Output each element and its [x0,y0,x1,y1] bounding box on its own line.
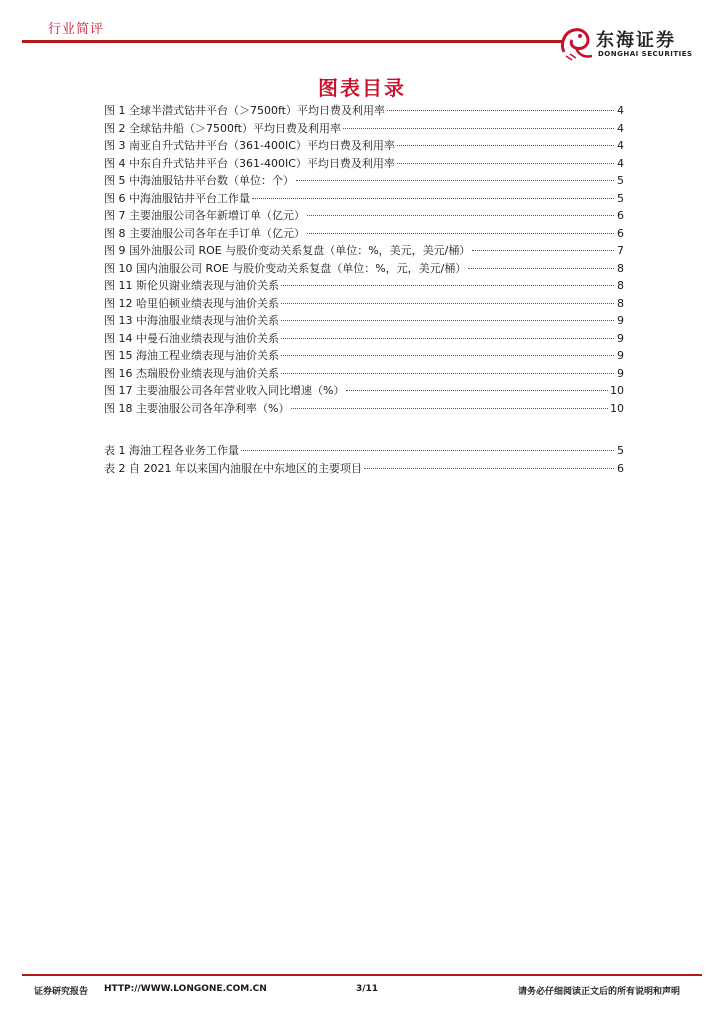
figure-toc-entry[interactable] [104,120,624,138]
figure-toc-entry[interactable] [104,172,624,190]
toc-entry-label: 图 1 全球半潜式钻井平台（＞7500ft）平均日费及利用率 [104,104,385,117]
dot-leader [343,128,614,129]
toc-entry-page: 6 [617,226,624,240]
dot-leader [281,285,614,286]
figure-toc-entry[interactable] [104,260,624,278]
dot-leader [291,408,608,409]
toc-entry-page: 5 [617,174,624,187]
dot-leader [281,338,614,339]
toc-entry-label: 图 18 主要油服公司各年净利率（%） [104,401,290,415]
footer-page-number: 3/11 [356,984,379,994]
figure-toc-entry[interactable] [104,155,624,173]
dot-leader [397,145,614,146]
toc-entry-label: 表 2 自 2021 年以来国内油服在中东地区的主要项目 [104,461,362,475]
toc-entry-label: 图 9 国外油服公司 ROE 与股价变动关系复盘（单位：%，美元，美元/桶） [104,244,471,257]
figure-toc-entry[interactable] [104,190,624,208]
figure-toc-entry[interactable] [104,312,624,330]
toc-entry-label: 图 5 中海油服钻井平台数（单位：个） [104,174,294,187]
figure-toc [104,102,624,417]
figure-toc-entry[interactable] [104,330,624,348]
footer-disclaimer: 请务必仔细阅读正文后的所有说明和声明 [518,987,681,997]
figure-toc-entry[interactable] [104,242,624,260]
dot-leader [346,390,608,391]
header-rule [22,40,562,43]
toc-entry-label: 图 4 中东自升式钻井平台（361-400IC）平均日费及利用率 [104,156,395,170]
figure-toc-entry[interactable] [104,295,624,313]
dot-leader [397,163,614,164]
dot-leader [281,355,614,356]
toc-entry-label: 图 13 中海油服业绩表现与油价关系 [104,314,279,327]
dot-leader [252,198,614,199]
toc-entry-page: 10 [610,384,624,397]
figure-toc-entry[interactable] [104,365,624,383]
table-toc [104,442,624,477]
toc-entry-label: 图 7 主要油服公司各年新增订单（亿元） [104,209,305,222]
toc-entry-page: 6 [617,209,624,222]
toc-entry-page: 9 [617,331,624,345]
figure-toc-entry[interactable] [104,347,624,365]
dragon-logo-icon [558,22,596,62]
dot-leader [364,468,614,469]
figure-toc-entry[interactable] [104,225,624,243]
dot-leader [468,268,614,269]
toc-entry-label: 图 10 国内油服公司 ROE 与股价变动关系复盘（单位：%，元，美元/桶） [104,261,467,275]
toc-entry-label: 图 8 主要油服公司各年在手订单（亿元） [104,226,305,240]
toc-entry-page: 7 [617,244,624,257]
toc-entry-page: 5 [617,444,624,457]
dot-leader [281,303,614,304]
toc-entry-page: 9 [617,314,624,327]
dot-leader [281,320,614,321]
toc-entry-label: 图 2 全球钻井船（＞7500ft）平均日费及利用率 [104,121,341,135]
dot-leader [241,450,614,451]
toc-entry-label: 图 6 中海油服钻井平台工作量 [104,191,250,205]
toc-entry-label: 表 1 海油工程各业务工作量 [104,444,239,457]
figure-toc-entry[interactable] [104,207,624,225]
toc-entry-page: 4 [617,121,624,135]
page-title: 图表目录 [318,76,406,100]
toc-entry-label: 图 14 中曼石油业绩表现与油价关系 [104,331,279,345]
toc-entry-page: 6 [617,461,624,475]
figure-toc-entry[interactable] [104,400,624,418]
toc-entry-page: 8 [617,261,624,275]
toc-entry-page: 5 [617,191,624,205]
table-toc-entry[interactable] [104,442,624,460]
dot-leader [307,215,614,216]
footer-rule [22,974,702,976]
toc-entry-page: 4 [617,156,624,170]
footer-report-type: 证券研究报告 [34,987,89,997]
toc-entry-page: 8 [617,279,624,292]
dot-leader [387,110,614,111]
logo-english-name: DONGHAI SECURITIES [598,50,693,58]
toc-entry-page: 9 [617,366,624,380]
logo-chinese-name: 东海证券 [596,30,676,51]
figure-toc-entry[interactable] [104,102,624,120]
toc-entry-label: 图 11 斯伦贝谢业绩表现与油价关系 [104,279,279,292]
dot-leader [307,233,614,234]
header-tag: 行业简评 [48,22,105,37]
figure-toc-entry[interactable] [104,277,624,295]
toc-entry-label: 图 16 杰瑞股份业绩表现与油价关系 [104,366,279,380]
toc-entry-label: 图 15 海油工程业绩表现与油价关系 [104,349,279,362]
toc-entry-page: 10 [610,401,624,415]
toc-entry-page: 8 [617,296,624,310]
figure-toc-entry[interactable] [104,382,624,400]
toc-entry-page: 4 [617,104,624,117]
dot-leader [472,250,614,251]
toc-entry-label: 图 3 南亚自升式钻井平台（361-400IC）平均日费及利用率 [104,139,395,152]
toc-entry-page: 9 [617,349,624,362]
toc-entry-label: 图 17 主要油服公司各年营业收入同比增速（%） [104,384,345,397]
toc-entry-page: 4 [617,139,624,152]
table-toc-entry[interactable] [104,460,624,478]
figure-toc-entry[interactable] [104,137,624,155]
footer-website-link[interactable]: HTTP://WWW.LONGONE.COM.CN [104,984,267,994]
dot-leader [281,373,614,374]
toc-entry-label: 图 12 哈里伯顿业绩表现与油价关系 [104,296,279,310]
brand-logo [558,22,708,62]
dot-leader [296,180,614,181]
